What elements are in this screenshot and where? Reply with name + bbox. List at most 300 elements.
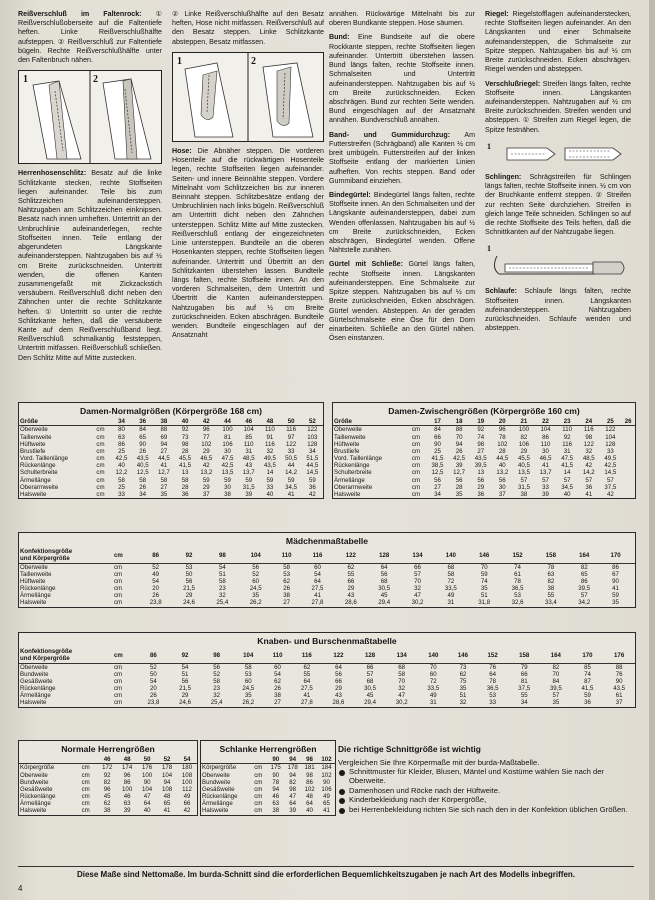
table-cell: 30,5: [364, 685, 376, 693]
row-unit: cm: [411, 433, 421, 441]
table-cell: [621, 426, 635, 434]
table-cell: 59: [266, 476, 274, 484]
table-row: [19, 462, 323, 469]
table-cell: 90: [139, 440, 147, 448]
figure-number-1c: 1: [487, 141, 491, 151]
table-men-slim-body: [201, 764, 335, 815]
table-cell: 56: [434, 476, 441, 484]
table-cell: 91: [266, 433, 274, 441]
paragraph-buckle-belt: [329, 260, 475, 343]
row-unit: cm: [411, 483, 421, 491]
table-cell: 54: [181, 663, 189, 671]
table-cell: 13,2: [496, 469, 509, 477]
unit-header: [95, 418, 110, 426]
table-cell: 59: [612, 592, 619, 600]
table-cell: 66: [366, 663, 374, 671]
table-cell: 35: [552, 699, 560, 707]
table-cell: 116: [286, 426, 296, 434]
table-cell: 33: [118, 491, 125, 499]
table-cell: 31: [429, 699, 437, 707]
table-cell: 29: [202, 447, 210, 455]
table-cell: 79: [520, 663, 528, 671]
table-boys: [18, 632, 636, 708]
size-col: 25: [600, 418, 622, 426]
table-cell: 86: [580, 577, 588, 585]
table-cell: 110: [562, 426, 572, 434]
illustration-closure-tab: [485, 140, 629, 168]
table-cell: 41: [542, 462, 549, 470]
text-column-1: [18, 10, 162, 368]
table-cell: 32: [213, 692, 221, 700]
table-cell: 178: [287, 764, 298, 772]
row-label: Halsweite: [20, 807, 47, 815]
table-cell: 49: [447, 592, 455, 600]
table-cell: 43: [335, 692, 342, 700]
table-cell: 32: [585, 447, 593, 455]
table-cell: 41: [585, 491, 593, 499]
table-row: [333, 477, 635, 484]
size-tip-item: Damenhosen und Röcke nach der Hüftweite.: [338, 786, 634, 795]
table-cell: 74: [514, 563, 521, 571]
size-col: 46: [238, 418, 259, 426]
table-cell: 48: [163, 793, 171, 801]
table-cell: 62: [459, 670, 467, 678]
table-cell: 40: [498, 462, 506, 470]
size-col: 158: [534, 548, 567, 563]
size-col: 18: [448, 418, 470, 426]
table-cell: 81: [224, 433, 231, 441]
table-cell: 41: [323, 807, 330, 815]
table-cell: 90: [612, 577, 619, 585]
table-cell: 29,4: [378, 599, 391, 607]
table-cell: 63: [123, 800, 131, 808]
table-cell: 66: [414, 563, 421, 571]
table-cell: 21,5: [179, 685, 191, 693]
table-cell: 12,7: [157, 469, 170, 477]
paragraph-waistband: [329, 33, 475, 125]
table-cell: 70: [552, 670, 560, 678]
table-cell: [621, 484, 635, 491]
table-cell: 27,8: [311, 599, 324, 607]
row-unit: cm: [114, 585, 123, 593]
table-women-petite: [332, 402, 636, 499]
table-cell: 72: [429, 677, 437, 685]
row-label: Oberweite: [20, 771, 48, 779]
row-label: Vord. Taillenlänge: [20, 455, 68, 463]
table-cell: 82: [552, 663, 560, 671]
table-cell: 30: [542, 447, 549, 455]
table-cell: 39,5: [578, 585, 591, 593]
table-cell: 35: [459, 685, 467, 693]
row-label: Rückenlänge: [20, 793, 56, 801]
row-label: Bundweite: [202, 778, 231, 786]
table-cell: 65: [163, 800, 171, 808]
table-cell: 43: [347, 592, 355, 600]
row-unit: cm: [114, 670, 123, 678]
row-unit: cm: [114, 692, 123, 700]
row-unit: cm: [254, 807, 263, 815]
footer-note: Diese Maße sind Nettomaße. Im burda-Schnitt sind die erforderlichen Bequemlichkeitszugaben je nach Art des Modells inbegriffen.: [18, 866, 634, 879]
table-row: [201, 764, 335, 772]
table-cell: 82: [289, 778, 297, 786]
table-cell: 57: [366, 670, 374, 678]
paragraph-tab: [485, 10, 631, 75]
table-cell: 35: [480, 585, 488, 593]
row-label: Halsweite: [20, 491, 47, 499]
table-cell: [621, 434, 635, 441]
table-cell: 30,5: [378, 585, 391, 593]
table-cell: 92: [181, 426, 189, 434]
size-col: 98: [201, 648, 233, 663]
table-cell: 68: [380, 577, 388, 585]
table-cell: 41,5: [581, 685, 594, 693]
table-row: [333, 455, 635, 462]
table-cell: 184: [321, 764, 332, 772]
table-cell: 85: [584, 663, 591, 671]
table-cell: 60: [252, 577, 260, 585]
table-row: [19, 571, 635, 578]
table-cell: 14,2: [582, 469, 595, 477]
table-cell: 52: [213, 670, 221, 678]
size-header-line-1: Konfektionsgröße: [20, 548, 73, 556]
table-cell: 13,2: [200, 469, 213, 477]
table-cell: 75: [459, 677, 467, 685]
table-cell: 63: [272, 800, 280, 808]
table-cell: [630, 585, 635, 592]
table-row: [19, 692, 635, 699]
table-cell: 36: [585, 483, 593, 491]
table-cell: 94: [272, 785, 280, 793]
paragraph-fly-step-2: [172, 10, 324, 47]
table-cell: 82: [103, 778, 111, 786]
table-cell: 27: [160, 447, 168, 455]
table-row: [19, 592, 635, 599]
table-row: [19, 671, 635, 678]
table-cell: 23: [213, 685, 221, 693]
table-cell: 27,5: [300, 685, 313, 693]
size-col: 44: [217, 418, 238, 426]
table-women-regular-title: Damen-Normalgrößen (Körpergröße 168 cm): [80, 406, 262, 416]
table-cell: 70: [414, 577, 421, 585]
table-cell: 57: [520, 476, 528, 484]
heading-closure-tab: Verschlußriegel:: [485, 79, 541, 88]
illustration-loops: [485, 242, 629, 282]
table-cell: 98: [477, 440, 485, 448]
table-cell: 43,5: [263, 462, 276, 470]
table-cell: 52: [252, 570, 260, 578]
row-label: Ärmellänge: [202, 800, 233, 808]
table-cell: 86: [306, 778, 313, 786]
row-unit: cm: [96, 426, 105, 434]
table-cell: 90: [615, 677, 623, 685]
table-cell: 110: [265, 426, 275, 434]
row-label: Oberarmweite: [334, 483, 373, 491]
row-unit: cm: [114, 677, 123, 685]
table-row: [19, 807, 197, 814]
table-cell: 33: [606, 447, 614, 455]
size-tip-item: Kinderbekleidung nach der Körpergröße,: [338, 795, 634, 804]
size-col: 158: [508, 648, 540, 663]
table-row: [333, 441, 635, 448]
table-cell: 49,5: [263, 455, 276, 463]
size-col: 104: [239, 548, 272, 563]
table-cell: 31,5: [517, 483, 530, 491]
table-cell: 14: [563, 469, 571, 477]
table-cell: 180: [181, 764, 193, 772]
table-cell: 35: [244, 692, 252, 700]
table-cell: 58: [398, 670, 406, 678]
table-boys-body: [19, 663, 635, 707]
table-men-slim-grid: [201, 756, 335, 815]
table-cell: 29: [335, 685, 342, 693]
table-cell: 63: [118, 433, 125, 441]
table-cell: 41,5: [431, 455, 444, 463]
table-cell: 53: [244, 670, 252, 678]
table-cell: 50,5: [285, 455, 298, 463]
table-cell: 65: [580, 570, 588, 578]
table-cell: 26: [139, 447, 147, 455]
table-cell: [621, 455, 635, 462]
unit-header: [411, 418, 427, 426]
table-cell: 33: [489, 699, 497, 707]
table-cell: 28,6: [332, 699, 345, 707]
table-cell: 90: [272, 771, 280, 779]
size-col: 90: [267, 756, 284, 764]
table-cell: 76: [489, 663, 497, 671]
table-row: [201, 772, 335, 779]
row-unit: cm: [254, 785, 263, 793]
table-cell: 34,5: [285, 483, 298, 491]
table-cell: 42,5: [453, 455, 466, 463]
figure-number-2: 2: [93, 74, 98, 86]
table-cell: 32: [218, 592, 226, 600]
table-cell: 88: [455, 426, 463, 434]
text-column-3: [329, 10, 475, 348]
row-label: Halsweite: [20, 699, 47, 707]
table-cell: 31: [245, 447, 253, 455]
table-header-row: [333, 418, 635, 426]
table-cell: 76: [615, 670, 623, 678]
table-cell: 41,5: [179, 462, 192, 470]
table-cell: 86: [123, 778, 131, 786]
table-cell: 178: [161, 764, 173, 772]
row-label: Schulterbreite: [20, 469, 58, 477]
size-col: 146: [449, 648, 477, 663]
table-cell: 49: [183, 793, 191, 801]
table-boys-title: Knaben- und Burschenmaßtabelle: [257, 636, 397, 646]
table-cell: 100: [122, 785, 133, 793]
table-cell: 26: [139, 483, 147, 491]
table-men-slim: [200, 740, 336, 816]
table-cell: 175: [270, 764, 281, 772]
table-cell: 66: [183, 800, 191, 808]
table-cell: 40: [563, 491, 571, 499]
table-cell: 62: [303, 663, 311, 671]
size-col: 170: [572, 648, 604, 663]
text-buckle-belt: Gürtel längs falten, rechte Stoffseite innen. Längskanten aufeinandersteppen. Eine Schmalseite zur Spitze steppen. Nahtzugaben bis auf ½ cm Breite zurückschneiden, Ecken abschrägen. Gürtel wenden. Absteppen. An der geraden Gürtelschmalseite eine Öse für den Dorn einarbeiten. Schließe an den Gürtel nähen. Ösen einstanzen.: [329, 260, 475, 343]
table-cell: 30,2: [395, 699, 408, 707]
table-cell: 42,5: [604, 462, 617, 470]
table-cell: 27: [274, 699, 281, 707]
table-cell: 36: [477, 491, 485, 499]
illustration-trouser-fly: [172, 52, 324, 142]
size-col: 34: [111, 418, 132, 426]
table-cell: 36: [584, 699, 591, 707]
table-cell: 59: [480, 570, 488, 578]
row-label: Rückenlänge: [202, 793, 238, 801]
table-cell: 62: [274, 677, 281, 685]
table-cell: 87: [584, 677, 591, 685]
table-cell: 32: [459, 699, 467, 707]
size-col: 86: [138, 648, 170, 663]
table-cell: 44,5: [306, 462, 319, 470]
table-header-row: [201, 756, 335, 764]
table-cell: 29: [202, 483, 210, 491]
table-cell: 47,5: [561, 455, 574, 463]
table-cell: [630, 599, 635, 606]
heading-waistband: Bund:: [329, 33, 350, 42]
row-unit: cm: [254, 800, 263, 808]
table-cell: 35: [612, 599, 619, 607]
table-row: [19, 578, 635, 585]
table-cell: 54: [274, 670, 281, 678]
table-cell: 12,5: [431, 469, 444, 477]
table-cell: 48,5: [582, 455, 595, 463]
table-cell: 57: [552, 692, 560, 700]
table-cell: 57: [606, 476, 614, 484]
row-label: Schulterbreite: [334, 469, 372, 477]
table-cell: 23: [218, 585, 226, 593]
table-cell: 86: [612, 563, 619, 571]
table-cell: 24,5: [242, 685, 255, 693]
table-cell: 37: [498, 491, 506, 499]
table-cell: 32,6: [511, 599, 524, 607]
table-cell: 52: [152, 563, 160, 571]
size-col: 128: [354, 648, 386, 663]
table-cell: 27: [477, 447, 485, 455]
table-cell: 37: [202, 491, 210, 499]
text-fly-step-2: ② Linke Reißverschlußhälfte auf den Besatz heften, Hose nicht mitfassen. Reißverschluß auf den Besatz steppen. Linke Schlitzkante absteppen, Besatz mitfassen.: [172, 10, 324, 46]
table-cell: [630, 592, 635, 599]
table-cell: 27: [160, 483, 168, 491]
table-cell: 65: [139, 433, 147, 441]
table-row: [19, 484, 323, 491]
table-cell: 78: [547, 563, 555, 571]
table-cell: 54: [218, 563, 226, 571]
table-cell: 82: [520, 433, 528, 441]
table-cell: 56: [213, 663, 221, 671]
size-col: 170: [601, 548, 630, 563]
table-cell: 94: [163, 778, 171, 786]
table-cell: 116: [583, 426, 594, 434]
table-cell: 39: [289, 807, 297, 815]
table-cell: 47: [289, 793, 297, 801]
table-cell: 45: [380, 592, 388, 600]
size-col: 54: [177, 756, 197, 764]
table-cell: 14: [266, 469, 274, 477]
heading-tie-belt: Bindegürtel:: [329, 190, 371, 199]
table-cell: 38: [103, 807, 111, 815]
table-cell: 48,5: [242, 455, 255, 463]
table-cell: 34,5: [561, 483, 574, 491]
table-cell: 38: [274, 692, 281, 700]
table-cell: 46,5: [539, 455, 552, 463]
table-cell: 66: [347, 577, 355, 585]
size-col: 152: [501, 548, 534, 563]
table-row: [19, 469, 323, 476]
table-cell: 21,5: [183, 585, 195, 593]
table-row: [19, 441, 323, 448]
table-cell: 13,5: [517, 469, 530, 477]
table-cell: 51,5: [306, 455, 319, 463]
size-col: 22: [535, 418, 557, 426]
table-cell: 102: [321, 771, 332, 779]
table-cell: 64: [314, 577, 321, 585]
size-col: 122: [334, 548, 367, 563]
table-cell: 24,5: [249, 585, 262, 593]
table-cell: 31,8: [478, 599, 491, 607]
table-cell: 64: [335, 663, 342, 671]
table-cell: 32: [414, 585, 421, 593]
row-label: Taillenweite: [20, 570, 52, 578]
table-cell: 94: [160, 440, 168, 448]
table-cell: 45: [366, 692, 374, 700]
table-cell: 49: [152, 570, 160, 578]
size-col: 164: [540, 648, 572, 663]
table-cell: 53: [489, 692, 497, 700]
table-cell: 92: [563, 433, 571, 441]
table-cell: 84: [434, 426, 441, 434]
size-header: [19, 548, 113, 563]
figure-number-1: 1: [23, 74, 28, 86]
size-tips-title: Die richtige Schnittgröße ist wichtig: [338, 744, 481, 754]
table-cell: 25: [118, 447, 125, 455]
table-cell: 35: [160, 491, 168, 499]
table-cell: 68: [366, 677, 374, 685]
table-cell: 26: [152, 592, 160, 600]
table-cell: 33,5: [427, 685, 440, 693]
table-cell: 65: [323, 800, 330, 808]
figure-number-1b: 1: [177, 55, 182, 67]
table-cell: 24,6: [179, 699, 191, 707]
table-cell: 64: [303, 677, 311, 685]
size-col: 46: [97, 756, 117, 764]
table-cell: 44: [287, 462, 295, 470]
table-cell: 57: [585, 476, 593, 484]
table-cell: 122: [307, 426, 318, 434]
row-unit: cm: [411, 440, 421, 448]
table-cell: 102: [201, 440, 212, 448]
table-cell: 64: [143, 800, 151, 808]
table-cell: 53: [514, 592, 521, 600]
table-cell: 88: [615, 663, 623, 671]
table-cell: 94: [289, 771, 297, 779]
row-label: Ärmellänge: [20, 476, 51, 484]
row-unit: cm: [81, 785, 90, 793]
table-cell: 103: [307, 433, 318, 441]
size-col: 134: [401, 548, 434, 563]
table-cell: 94: [455, 440, 463, 448]
row-label: Vord. Taillenlänge: [334, 455, 382, 463]
table-cell: 66: [520, 670, 528, 678]
table-cell: 13: [477, 469, 485, 477]
table-cell: 110: [243, 440, 254, 448]
size-col: 102: [318, 756, 335, 764]
table-cell: 50: [185, 570, 193, 578]
table-cell: 38,5: [431, 462, 444, 470]
table-header-row: [19, 418, 323, 426]
row-label: Hüftweite: [20, 440, 46, 448]
